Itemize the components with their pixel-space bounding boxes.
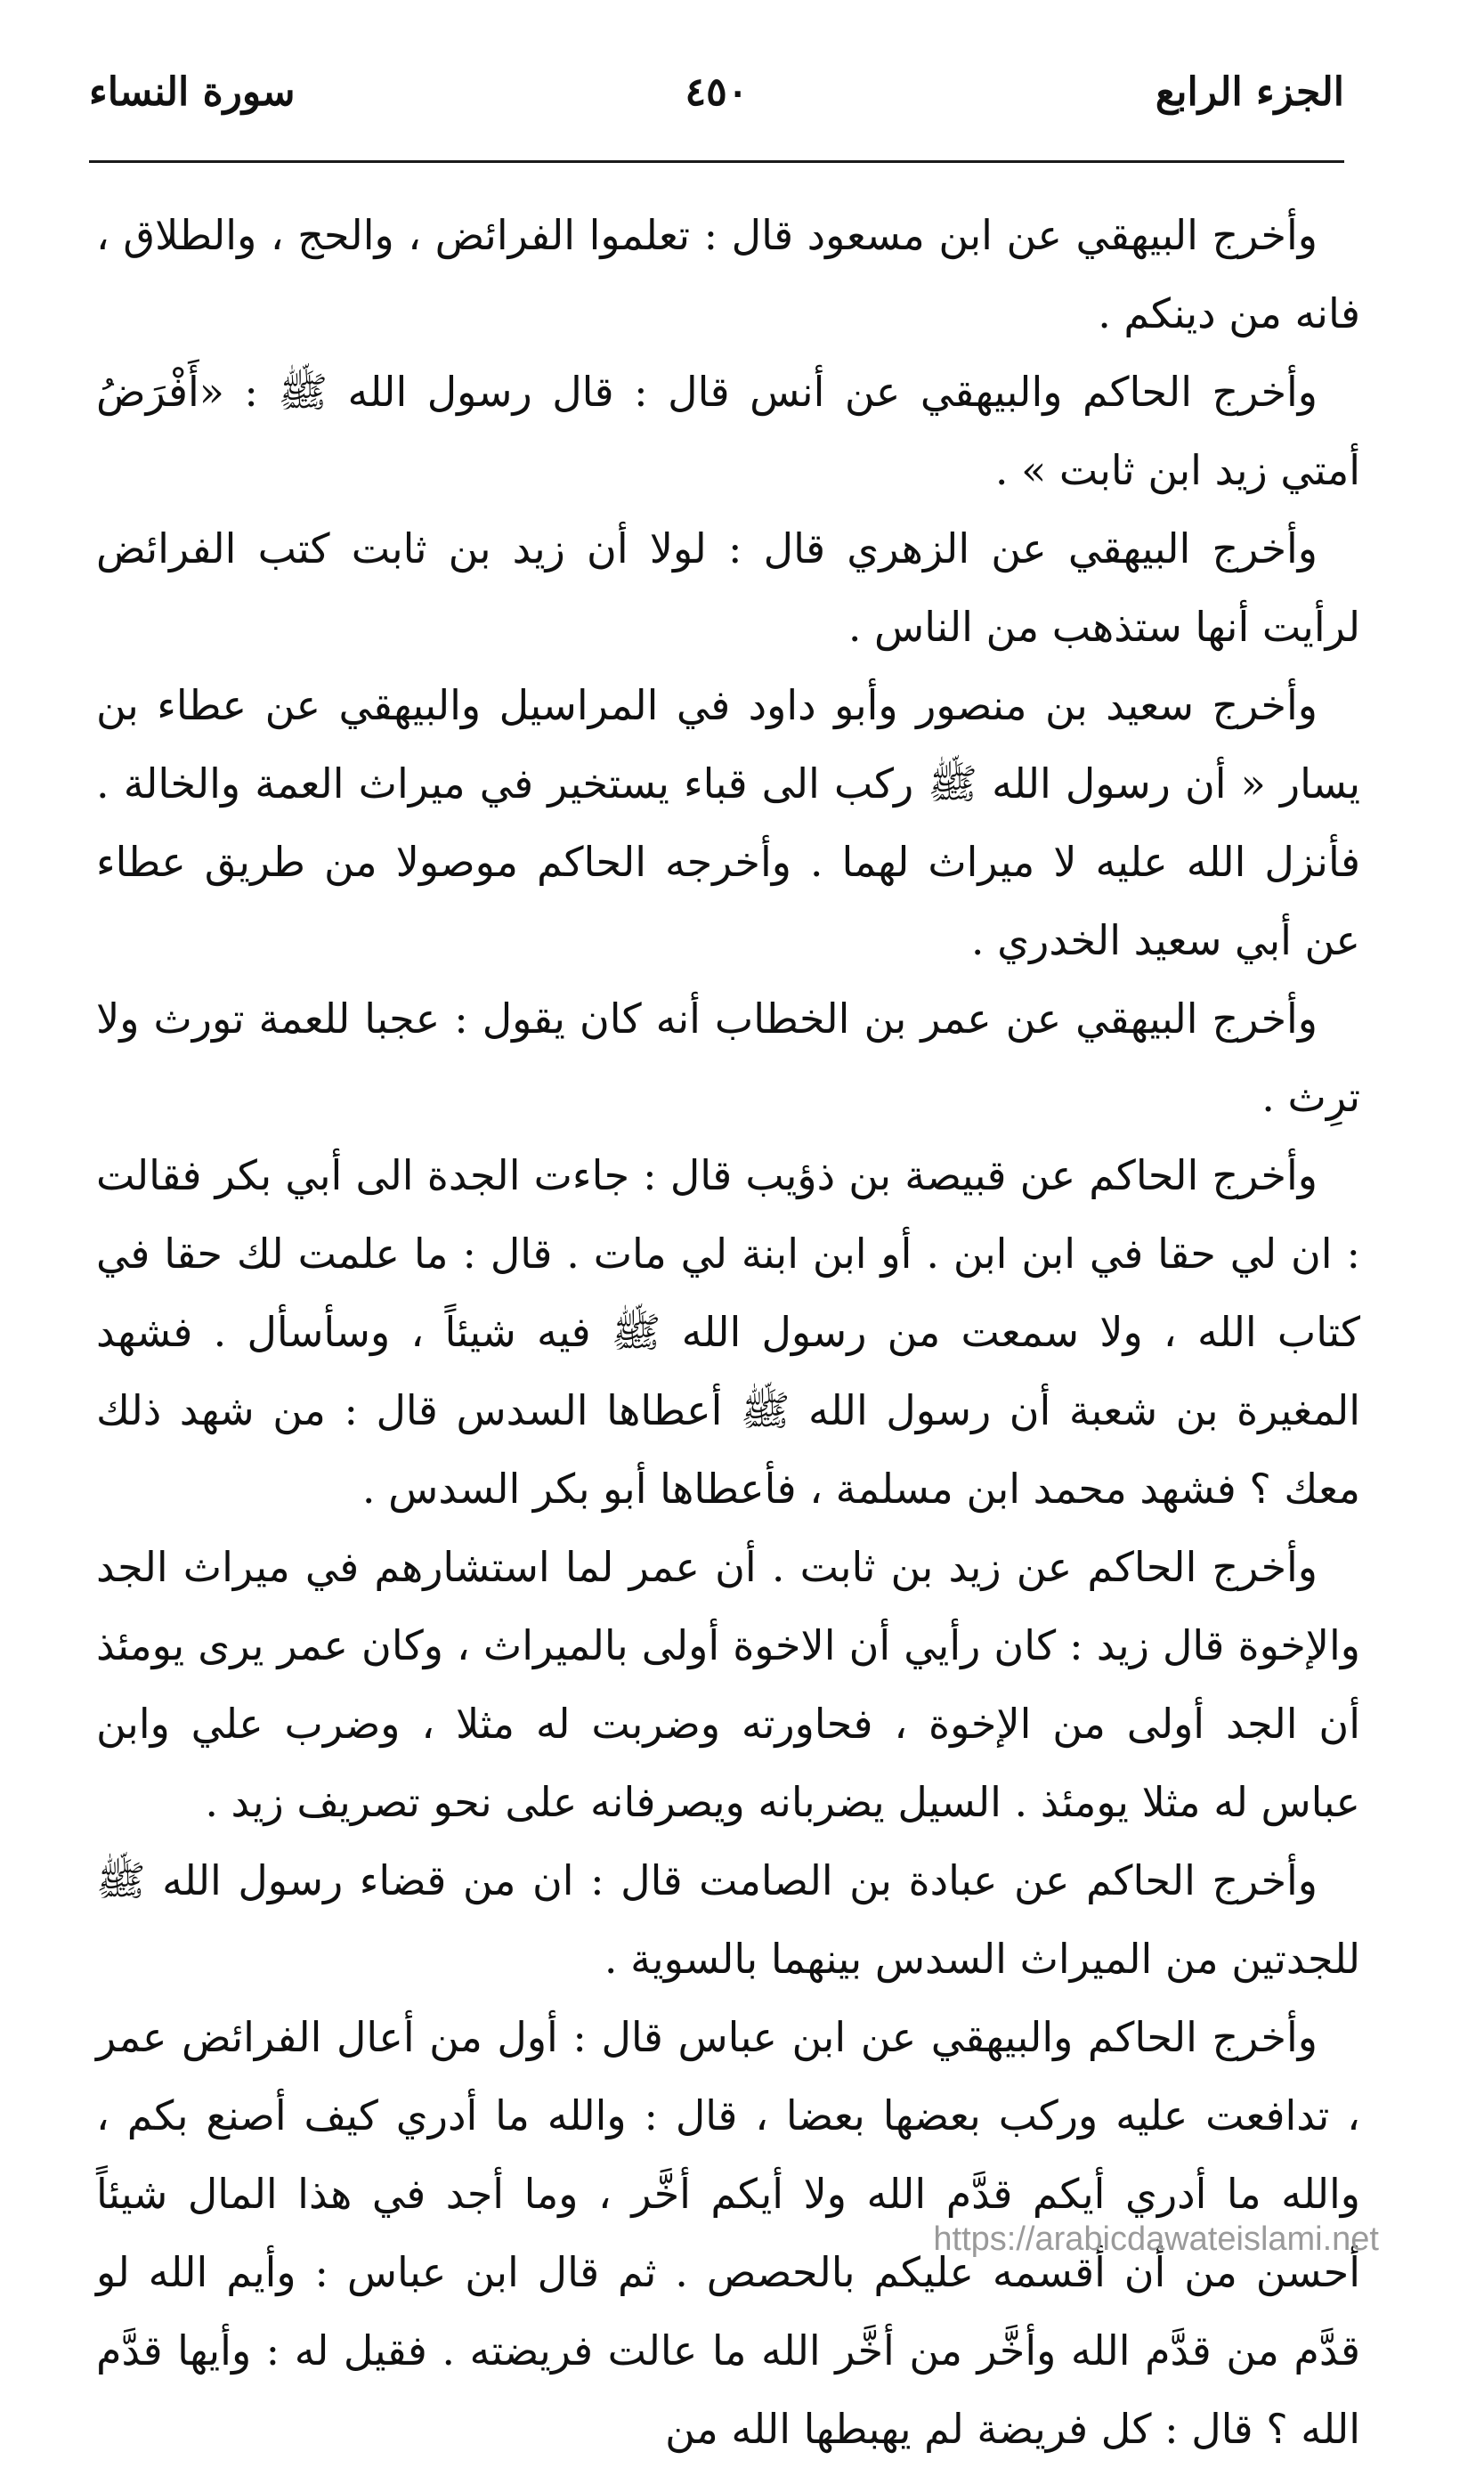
page-header [89, 69, 1344, 141]
paragraph: وأخرج الحاكم عن قبيصة بن ذؤيب قال : جاءت الجدة الى أبي بكر فقالت : ان لي حقا في ابن ابن . أو ابن ابنة لي مات . قال : ما علمت لك حقا في كتاب الله ، ولا سمعت من رسول الله ﷺ فيه شيئاً ، وسأسأل . فشهد المغيرة بن شعبة أن رسول الله ﷺ أعطاها السدس قال : من شهد ذلك معك ؟ فشهد محمد ابن مسلمة ، فأعطاها أبو بكر السدس . [96, 1151, 1360, 1513]
page-number: ٤٥٠ [685, 69, 749, 115]
paragraph: وأخرج الحاكم والبيهقي عن أنس قال : قال رسول الله ﷺ : «أَفْرَضُ أمتي زيد ابن ثابت » . [96, 368, 1360, 494]
surah-title: سورة النساء [89, 69, 296, 115]
volume-title: الجزء الرابع [1155, 69, 1344, 115]
paragraph: وأخرج البيهقي عن ابن مسعود قال : تعلموا الفرائض ، والحج ، والطلاق ، فانه من دينكم . [96, 211, 1360, 337]
paragraph: وأخرج الحاكم والبيهقي عن ابن عباس قال : أول من أعال الفرائض عمر ، تدافعت عليه وركب بعضها بعضا ، قال : والله ما أدري كيف أصنع بكم ، والله ما أدري أيكم قدَّم الله ولا أيكم أخَّر ، وما أجد في هذا المال شيئاً أحسن من أن أقسمه عليكم بالحصص . ثم قال ابن عباس : وأيم الله لو قدَّم من قدَّم الله وأخَّر من أخَّر الله ما عالت فريضته . فقيل له : وأيها قدَّم الله ؟ قال : كل فريضة لم يهبطها الله من [96, 2013, 1360, 2453]
page-body [96, 196, 1360, 2468]
paragraph: وأخرج سعيد بن منصور وأبو داود في المراسيل والبيهقي عن عطاء بن يسار « أن رسول الله ﷺ ركب الى قباء يستخير في ميراث العمة والخالة . فأنزل الله عليه لا ميراث لهما . وأخرجه الحاكم موصولا من طريق عطاء عن أبي سعيد الخدري . [96, 681, 1360, 964]
watermark-url: https://arabicdawateislami.net [933, 2220, 1379, 2258]
paragraph: وأخرج البيهقي عن عمر بن الخطاب أنه كان يقول : عجبا للعمة تورث ولا ترِث . [96, 995, 1360, 1121]
header-divider [89, 160, 1344, 163]
paragraph: وأخرج البيهقي عن الزهري قال : لولا أن زيد بن ثابت كتب الفرائض لرأيت أنها ستذهب من الناس . [96, 524, 1360, 651]
paragraph: وأخرج الحاكم عن عبادة بن الصامت قال : ان من قضاء رسول الله ﷺ للجدتين من الميراث السدس بينهما بالسوية . [96, 1856, 1360, 1983]
paragraph: وأخرج الحاكم عن زيد بن ثابت . أن عمر لما استشارهم في ميراث الجد والإخوة قال زيد : كان رأيي أن الاخوة أولى بالميراث ، وكان عمر يرى يومئذ أن الجد أولى من الإخوة ، فحاورته وضربت له مثلا ، وضرب علي وابن عباس له مثلا يومئذ . السيل يضربانه ويصرفانه على نحو تصريف زيد . [96, 1543, 1360, 1826]
